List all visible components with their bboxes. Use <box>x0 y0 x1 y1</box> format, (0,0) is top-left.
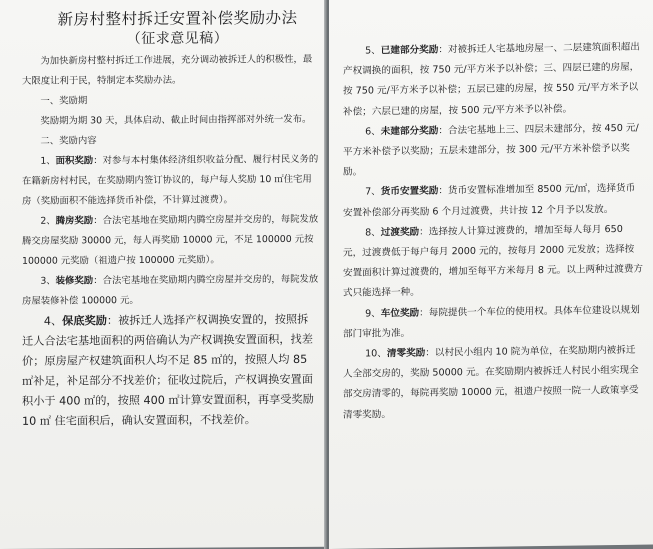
item1-title: 面积奖励 <box>55 155 94 167</box>
item8-number: 8、 <box>365 227 381 239</box>
item2-title: 腾房奖励 <box>55 215 94 227</box>
item9-number: 9、 <box>365 307 381 320</box>
item6-text: ：合法宅基地上三、四层未建部分，按 450 元/平方米补偿予以奖励；五层未建部分，按 300 元/平方米补偿予以奖励。 <box>343 122 639 179</box>
item3-paragraph <box>22 270 319 312</box>
item4-text: ：被拆迁人选择产权调换安置的，按照拆迁人合法宅基地面积的两倍确认为产权调换安置面积，找差价；原房屋产权建筑面积人均不足 85 ㎡的，按照人均 85 ㎡补足，补足部分不找差价；征收过院后，产权调换安置面积小于 400 ㎡的，按照 400 ㎡计算安置面积，再享受奖励 10 ㎡ 住宅面积后，确认安置面积，不找差价。 <box>22 312 314 428</box>
item7-number: 7、 <box>365 186 381 198</box>
item7-text: ：货币安置标准增加至 8500 元/㎡，选择货币安置补偿部分再奖励 6 个月过渡费，共计按 12 个月予以发放。 <box>343 183 636 219</box>
section2-heading: 二、奖励内容 <box>40 135 97 147</box>
item5-number: 5、 <box>365 45 381 57</box>
item5-title: 已建部分奖励 <box>380 44 439 57</box>
item7-title: 货币安置奖励 <box>380 185 439 198</box>
item7-paragraph <box>343 179 643 224</box>
item2-paragraph <box>22 210 319 272</box>
item5-text: ：对被拆迁人宅基地房屋一、二层建筑面积超出产权调换的面积，按 750 元/平方米予以补偿；三、四层已建的房屋，按 750 元/平方米予以补偿；五层已建的房屋，按 550 元/平方米予以补偿；六层已建的房屋，按 500 元/平方米予以补偿。 <box>343 41 640 118</box>
document-subtitle: （征求意见稿） <box>126 30 229 48</box>
item3-title: 装修奖励 <box>55 275 94 287</box>
item2-number: 2、 <box>40 215 56 227</box>
document-title: 新房村整村拆迁安置补偿奖励办法 <box>57 8 298 29</box>
item10-text: ：以村民小组内 10 院为单位，在奖励期内被拆迁人全部交房的，奖励 50000 元。在奖励期内被拆迁人村民小组实现全部交房清零的，每院再奖励 10000 元，祖遗户按照一院一人政策享受清零奖励。 <box>343 344 639 421</box>
item4-title: 保底奖励 <box>62 314 107 328</box>
item4-block <box>22 310 319 432</box>
section1-heading: 一、奖励期 <box>40 95 88 107</box>
item8-paragraph <box>343 219 643 304</box>
item10-number: 10、 <box>365 348 387 360</box>
item8-title: 过渡奖励 <box>380 226 420 239</box>
item1-number: 1、 <box>40 155 56 167</box>
item9-paragraph <box>343 300 643 345</box>
item3-number: 3、 <box>40 275 56 287</box>
item9-title: 车位奖励 <box>380 307 420 319</box>
item3-text: ：合法宅基地在奖励期内腾空房屋并交房的，每院发放房屋装修补偿 100000 元。 <box>22 273 319 307</box>
item10-title: 清零奖励 <box>386 347 426 360</box>
item6-title: 未建部分奖励 <box>380 125 439 138</box>
section1-paragraph: 奖励期为期 30 天，具体启动、截止时间由指挥部对外统一发布。 <box>40 113 312 127</box>
item8-text: ：选择按人计算过渡费的，增加至每人每月 650 元，过渡费低于每户每月 2000 元的，按每月 2000 元发放；选择按安置面积计算过渡费的，增加至每平方米每月 8 元。以上两种过渡费方式只能选择一种。 <box>343 223 644 300</box>
item4-paragraph <box>22 310 319 432</box>
item4-number: 4、 <box>43 314 63 328</box>
item2-text: ：合法宅基地在奖励期内腾空房屋并交房的，每院发放腾交房屋奖励 30000 元，每人再奖励 10000 元，不足 100000 元按 100000 元奖励（祖遗户按 100000 元奖励）。 <box>22 213 319 267</box>
item1-text: ：对参与本村集体经济组织收益分配、履行村民义务的在籍新房村村民，在奖励期内签订协议的，每户每人奖励 10 ㎡住宅用房（奖励面积不能选择货币补偿，不计算过渡费）。 <box>22 153 319 207</box>
item6-number: 6、 <box>365 126 381 138</box>
item10-paragraph <box>343 341 643 426</box>
item6-paragraph <box>343 118 643 183</box>
item9-text: ：每院提供一个车位的使用权。具体车位建设以规划部门审批为准。 <box>343 304 640 340</box>
right-document-page <box>329 0 653 549</box>
intro-paragraph: 为加快新房村整村拆迁工作进展，充分调动被拆迁人的积极性，最大限度让利于民，特制定本奖励办法。 <box>22 53 313 87</box>
item5-paragraph <box>343 38 643 123</box>
item1-paragraph <box>22 150 319 212</box>
